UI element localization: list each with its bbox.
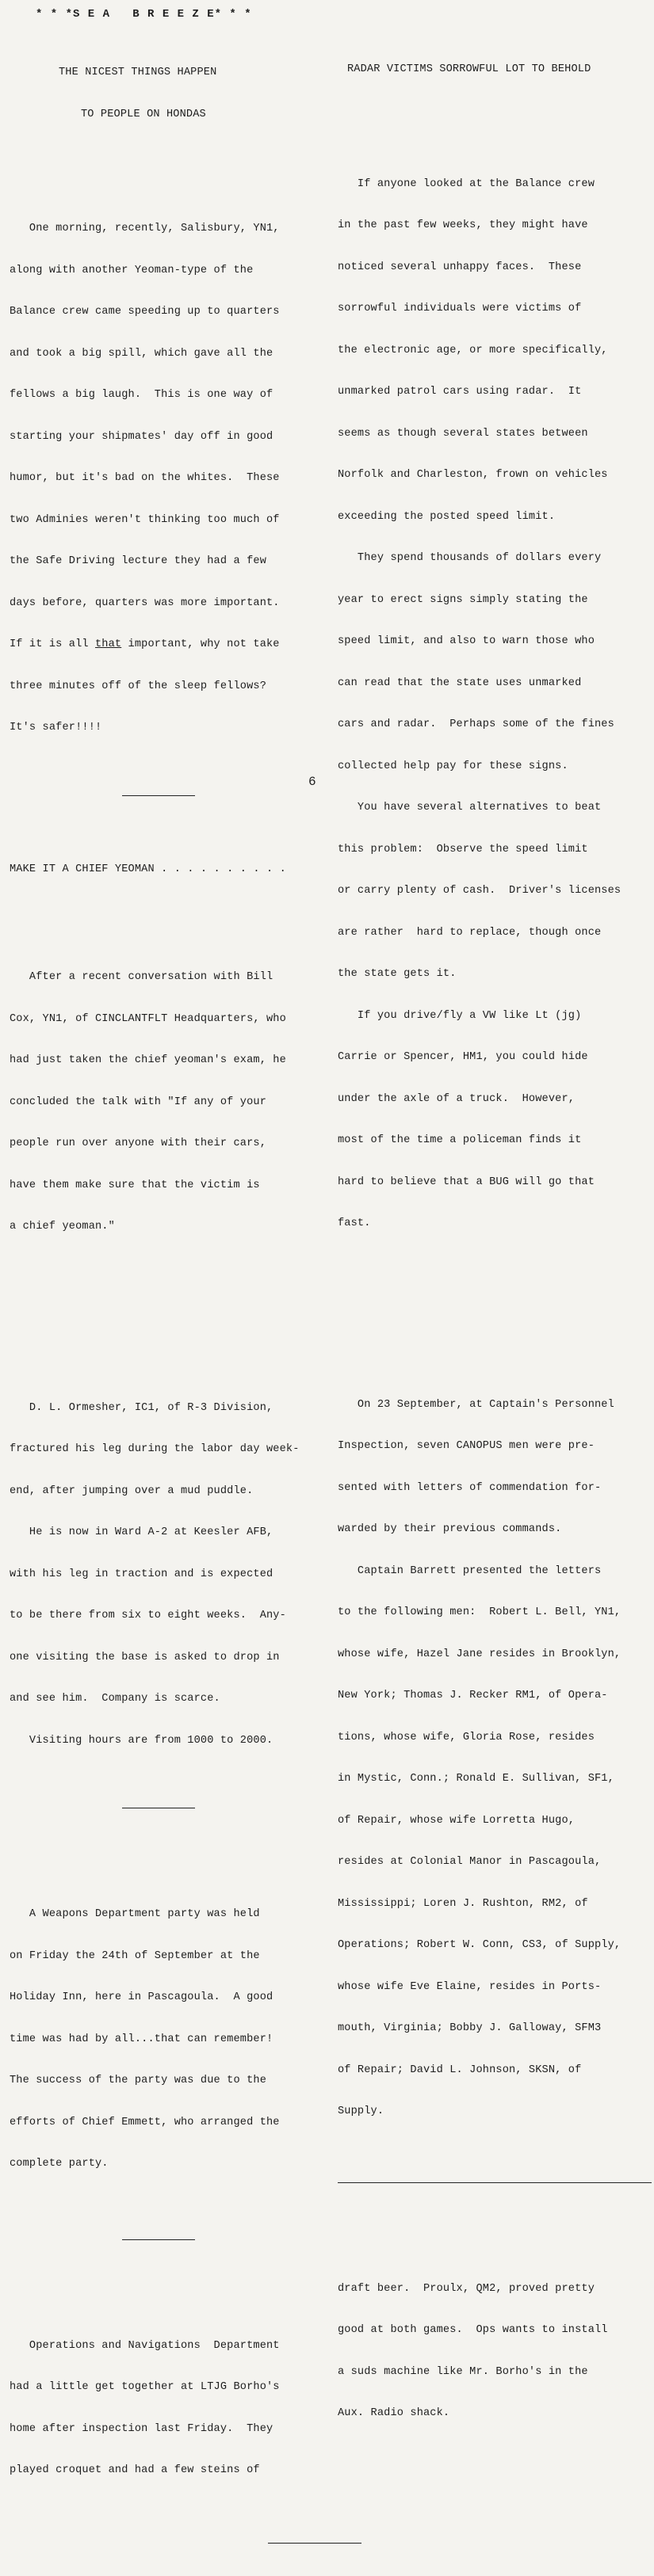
masthead: * * *S E A B R E E Z E* * * xyxy=(36,8,252,21)
divider xyxy=(268,2543,361,2544)
radar-headline: RADAR VICTIMS SORROWFUL LOT TO BEHOLD xyxy=(347,63,591,75)
honda-headline-line-2: TO PEOPLE ON HONDAS xyxy=(81,108,206,120)
left-column xyxy=(10,38,323,2576)
divider xyxy=(122,2239,195,2240)
divider xyxy=(122,795,195,796)
honda-underline-line: If it is all that important, why not take xyxy=(10,638,280,650)
divider xyxy=(338,2182,652,2183)
honda-article: One morning, recently, Salisbury, YN1, along with another Yeoman-type of the Balance crew came speeding up to quarters and took a big spill, which gave all the fellows a big laugh. This is one way of starting your shipmates' day off in good humor, but it's bad on the whites. These two Adminies weren't thinking too much of the Safe Driving lecture they had a few days before, quarters was more important. If it is all that important, why not take three minutes off of the sleep fellows? It's safer!!!! xyxy=(10,194,323,763)
underlined-word: that xyxy=(95,638,122,650)
inspection-article: On 23 September, at Captain's Personnel Inspection, seven CANOPUS men were pre- sented with letters of commendation for- warded by their previous commands. Captain Barrett presented the letters to the following men: Robert L. Bell, YN1, whose wife, Hazel Jane resides in Brooklyn, New York; Thomas J. Recker RM1, of Opera- tions, whose wife, Gloria Rose, resides in Mystic, Conn.; Ronald E. Sullivan, SF1, of Repair, whose wife Lorretta Hugo, resides at Colonial Manor in Pascagoula, Mississippi; Loren J. Rushton, RM2, of Operations; Robert W. Conn, CS3, of Supply, whose wife Eve Elaine, resides in Ports- mouth, Virginia; Bobby J. Galloway, SFM3 of Repair; David L. Johnson, SKSN, of Supply. xyxy=(338,1398,621,2117)
operations-article: Operations and Navigations Department had a little get together at LTJG Borho's home after inspection last Friday. They played croquet and had a few steins of xyxy=(10,2339,280,2476)
page-number: 6 xyxy=(308,775,316,789)
ormesher-article: D. L. Ormesher, IC1, of R-3 Division, fractured his leg during the labor day week- end, after jumping over a mud puddle. He is now in Ward A-2 at Keesler AFB, with his leg in traction and is expected to be there from six to eight weeks. Any- one visiting the base is asked to drop in and see him. Company is scarce. Visiting hours are from 1000 to 2000. xyxy=(10,1401,300,1747)
operations-continuation: draft beer. Proulx, QM2, proved pretty good at both games. Ops wants to install a suds machine like Mr. Borho's in the Aux. Radio shack. xyxy=(338,2282,608,2419)
radar-article: If anyone looked at the Balance crew in the past few weeks, they might have noticed several unhappy faces. These sorrowful individuals were victims of the electronic age, or more specifically, unmarked patrol cars using radar. It seems as though several states between Norfolk and Charleston, frown on vehicles exceeding the posted speed limit. They spend thousands of dollars every year to erect signs simply stating the speed limit, and also to warn those who can read that the state uses unmarked cars and radar. Perhaps some of the fines collected help pay for these signs. You have several alternatives to beat this problem: Observe the speed limit or carry plenty of cash. Driver's licenses are rather hard to replace, though once the state gets it. If you drive/fly a VW like Lt (jg) Carrie or Spencer, HM1, you could hide under the axle of a truck. However, most of the time a policeman finds it hard to believe that a BUG will go that fast. xyxy=(338,177,621,1229)
right-column xyxy=(338,35,651,2476)
yeoman-headline: MAKE IT A CHIEF YEOMAN . . . . . . . . . . xyxy=(10,863,286,875)
weapons-article: A Weapons Department party was held on Friday the 24th of September at the Holiday Inn, here in Pascagoula. A good time was had by all...that can remember! The success of the party was due to the efforts of Chief Emmett, who arranged the complete party. xyxy=(10,1908,280,2170)
yeoman-article: After a recent conversation with Bill Cox, YN1, of CINCLANTFLT Headquarters, who had just taken the chief yeoman's exam, he concluded the talk with "If any of your people run over anyone with their cars, have them make sure that the victim is a chief yeoman." xyxy=(10,971,286,1233)
honda-headline-line-1: THE NICEST THINGS HAPPEN xyxy=(59,67,217,78)
